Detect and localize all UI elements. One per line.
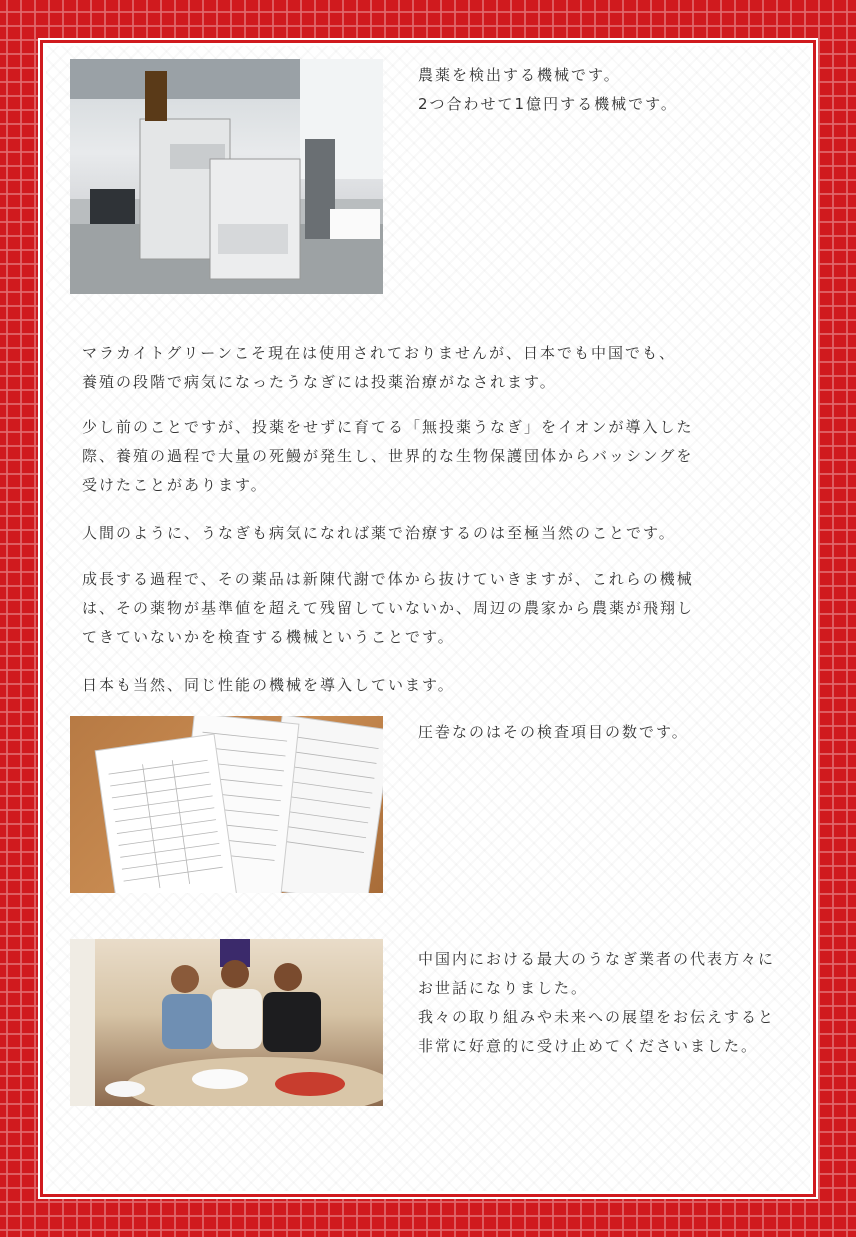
paragraph-line: 受けたことがあります。 [82,476,268,494]
caption-line: 2つ合わせて1億円する機械です。 [418,95,678,113]
paragraph-line: 成長する過程で、その薬品は新陳代謝で体から抜けていきますが、これらの機械 [82,570,694,588]
section1-caption [418,61,678,119]
paragraph-line: 日本も当然、同じ性能の機械を導入しています。 [82,676,455,694]
documents-illustration [70,716,383,893]
paragraph-1 [82,339,782,397]
caption-line: 農薬を検出する機械です。 [418,66,621,84]
paragraph-line: てきていないかを検査する機械ということです。 [82,628,455,646]
caption-line: 非常に好意的に受け止めてくださいました。 [418,1037,759,1055]
paragraph-3 [82,519,782,548]
section2-caption [418,718,689,747]
section3-caption [418,945,775,1061]
paragraph-line: 少し前のことですが、投薬をせずに育てる「無投薬うなぎ」をイオンが導入した [82,418,694,436]
lab-equipment-photo [70,59,383,294]
meeting-illustration [70,939,383,1106]
paragraph-line: 際、養殖の過程で大量の死鰻が発生し、世界的な生物保護団体からバッシングを [82,447,694,465]
caption-line: お世話になりました。 [418,979,589,997]
paragraph-2 [82,413,782,500]
inspection-documents-photo [70,716,383,893]
paragraph-line: マラカイトグリーンこそ現在は使用されておりませんが、日本でも中国でも、 [82,344,676,362]
paragraph-line: 人間のように、うなぎも病気になれば薬で治療するのは至極当然のことです。 [82,524,676,542]
caption-line: 我々の取り組みや未来への展望をお伝えすると [418,1008,776,1026]
paragraph-line: は、その薬物が基準値を超えて残留していないか、周辺の農家から農薬が飛翔し [82,599,695,617]
meeting-photo [70,939,383,1106]
lab-equipment-illustration [70,59,383,294]
paragraph-line: 養殖の段階で病気になったうなぎには投薬治療がなされます。 [82,373,557,391]
paragraph-5 [82,671,782,700]
caption-line: 中国内における最大のうなぎ業者の代表方々に [418,950,776,968]
paragraph-4 [82,565,782,652]
caption-line: 圧巻なのはその検査項目の数です。 [418,723,689,741]
